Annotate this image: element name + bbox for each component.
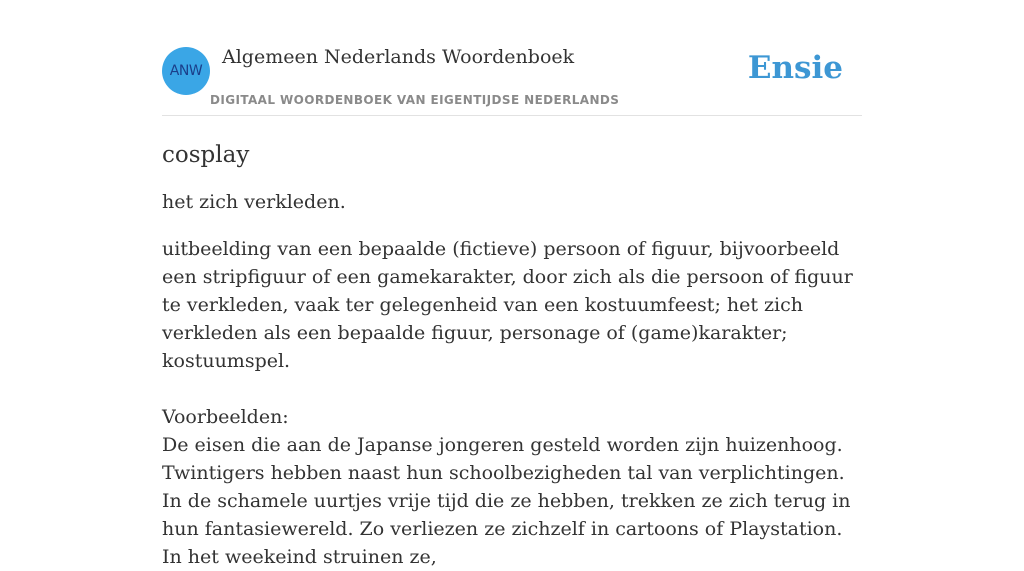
examples-label: Voorbeelden: — [162, 406, 289, 428]
anw-logo[interactable]: ANW — [162, 47, 210, 95]
long-definition: uitbeelding van een bepaalde (fictieve) persoon of figuur, bijvoorbeeld een stripfiguur of een gamekarakter, door zich als die persoon of figuur te verkleden, vaak ter gelegenheid van een kostuumfeest; het zich verkleden als een bepaalde figuur, personage of (game)karakter; kostuumspel. — [162, 238, 853, 372]
site-subtitle: DIGITAAL WOORDENBOEK VAN EIGENTIJDSE NEDERLANDS — [210, 93, 620, 107]
example-text: De eisen die aan de Japanse jongeren gesteld worden zijn huizenhoog. Twintigers hebben naast hun schoolbezigheden tal van verplichtingen. In de schamele uurtjes vrije tijd die ze hebben, trekken ze zich terug in hun fantasiewereld. Zo verliezen ze zichzelf in cartoons of Playstation. In het weekeind struinen ze, — [162, 434, 851, 568]
ensie-brand-logo[interactable]: Ensie — [747, 50, 843, 86]
entry-content — [162, 138, 862, 571]
short-definition: het zich verkleden. — [162, 191, 346, 213]
site-header — [162, 46, 862, 116]
entry-headword: cosplay — [162, 142, 250, 168]
site-title[interactable]: Algemeen Nederlands Woordenboek — [222, 46, 575, 68]
